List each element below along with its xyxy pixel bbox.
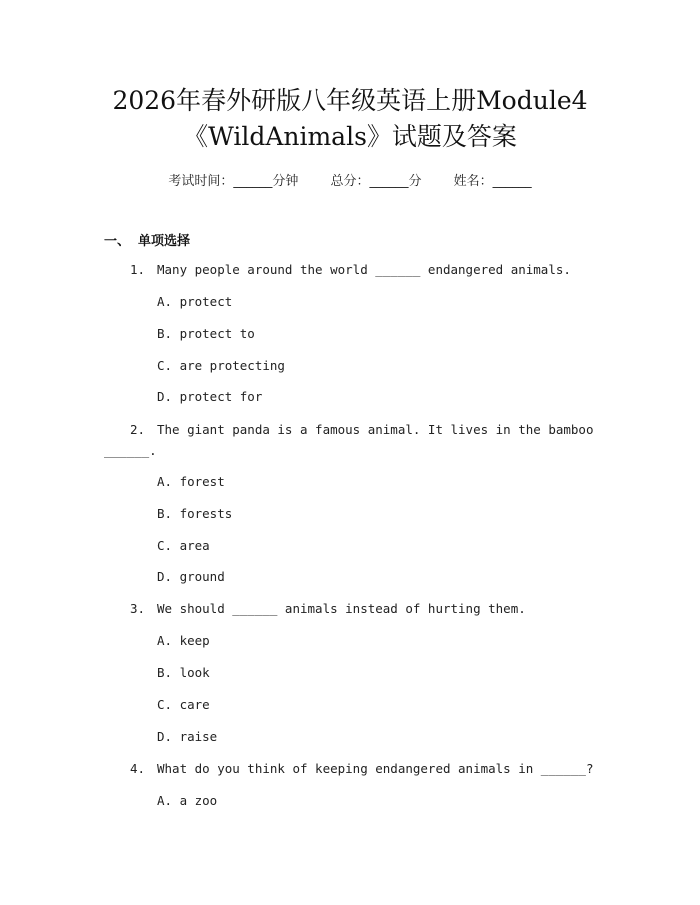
question-text: The giant panda is a famous animal. It lives in the bamboo (157, 422, 594, 437)
exam-info (0, 170, 700, 189)
option-2c: C. area (157, 538, 210, 553)
page-title-line-1: 2026年春外研版八年级英语上册Module4 (112, 86, 588, 115)
section-title: 单项选择 (138, 234, 191, 249)
option-2a: A. forest (157, 474, 225, 489)
section-heading (104, 230, 190, 249)
option-3a: A. keep (157, 633, 210, 648)
option-2b: B. forests (157, 506, 233, 521)
option-2d: D. ground (157, 569, 225, 584)
option-3b: B. look (157, 665, 210, 680)
question-number: 4. (130, 761, 146, 776)
option-4a: A. a zoo (157, 793, 218, 808)
page-title-line-2: 《WildAnimals》试题及答案 (183, 122, 517, 151)
question-number: 1. (130, 262, 146, 277)
option-1d: D. protect for (157, 389, 263, 404)
option-3d: D. raise (157, 729, 218, 744)
question-1 (130, 262, 570, 280)
question-2 (130, 422, 594, 440)
option-1b: B. protect to (157, 326, 255, 341)
section-number: 一、 (104, 234, 131, 249)
option-1a: A. protect (157, 294, 233, 309)
option-1c: C. are protecting (157, 358, 285, 373)
question-number: 2. (130, 422, 146, 437)
question-text-continuation: ______. (104, 443, 157, 458)
question-number: 3. (130, 601, 146, 616)
question-3 (130, 601, 570, 619)
exam-time-field: 考试时间：______分钟 (168, 174, 299, 189)
question-text: Many people around the world ______ endangered animals. (157, 262, 571, 277)
total-score-field: 总分：______分 (330, 174, 422, 189)
question-4 (130, 761, 594, 779)
question-text: What do you think of keeping endangered animals in ______? (157, 761, 594, 776)
question-text: We should ______ animals instead of hurting them. (157, 601, 526, 616)
option-3c: C. care (157, 697, 210, 712)
student-name-field: 姓名：______ (453, 174, 532, 189)
